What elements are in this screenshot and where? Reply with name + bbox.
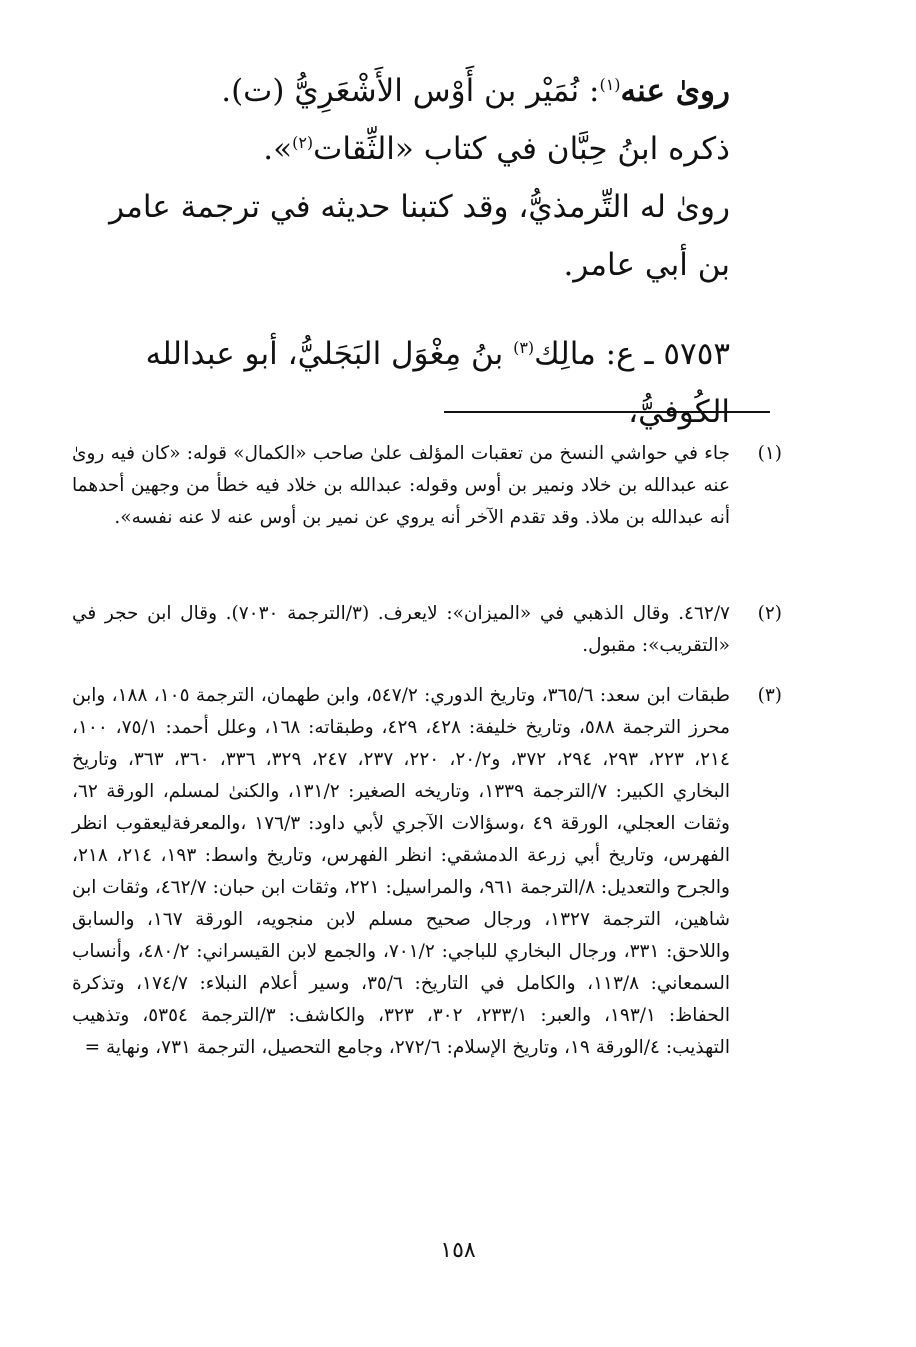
thiqat-line	[72, 120, 730, 178]
thiqat-text: ذكره ابنُ حِبَّان في كتاب «الثِّقات	[313, 131, 730, 167]
footnote-ref[interactable]: (١)	[599, 75, 621, 94]
footnote-text: ٤٦٢/٧. وقال الذهبي في «الميزان»: لايعرف. (٣/الترجمة ٧٠٣٠). وقال ابن حجر في «التقريب»: مقبول.	[72, 603, 730, 656]
footnote-number: (٢)	[757, 603, 782, 624]
footnote-number: (٣)	[757, 685, 782, 706]
biography-entry-heading	[72, 325, 730, 441]
footnote-3	[72, 680, 782, 1064]
footnote-text: جاء في حواشي النسخ من تعقبات المؤلف علىٰ صاحب «الكمال» قوله: «كان فيه روىٰ عنه عبدالله بن خلاد ونمير بن أوس وقوله: عبدالله بن خلاد فيه خطأ من وجهين أحدهما أنه عبدالله بن ملاذ. وقد تقدم الآخر أنه يروي عن نمير بن أوس عنه لا عنه نفسه».	[72, 443, 730, 528]
entry-head: ٥٧٥٣ ـ ع: مالِك	[534, 336, 730, 372]
page-number: ١٥٨	[440, 1238, 476, 1263]
footnote-2	[72, 598, 782, 662]
footnote-1	[72, 438, 782, 534]
thiqat-end: ».	[263, 131, 293, 167]
narrator-text: : نُمَيْر بن أَوْس الأَشْعَرِيُّ (ت).	[221, 73, 600, 109]
entry-tail: بنُ مِغْوَل البَجَليُّ، أبو عبدالله الكُوفيُّ،	[145, 336, 730, 430]
tirmidhi-paragraph	[72, 178, 730, 294]
footnote-number: (١)	[757, 443, 782, 464]
narrator-line	[72, 62, 730, 120]
footnote-divider	[444, 411, 770, 413]
footnote-text: طبقات ابن سعد: ٣٦٥/٦، وتاريخ الدوري: ٥٤٧/٢، وابن طهمان، الترجمة ١٠٥، ١٨٨، وابن محرز الترجمة ٥٨٨، وتاريخ خليفة: ٤٢٨، ٤٢٩، وطبقاته: ١٦٨، وعلل أحمد: ٧٥/١، ١٠٠، ٢١٤، ٢٢٣، ٢٩٣، ٢٩٤، ٣٧٢، و٢٠/٢، ٢٢٠، ٢٣٧، ٢٤٧، ٣٢٩، ٣٣٦، ٣٦٠، ٣٦٣، وتاريخ البخاري الكبير: ٧/الترجمة ١٣٣٩، وتاريخه الصغير: ١٣١/٢، والكنىٰ لمسلم، الورقة ٦٢، وثقات العجلي، الورقة ٤٩ ،وسؤالات الآجري لأبي داود: ١٧٦/٣ ،والمعرفةليعقوب انظر الفهرس، وتاريخ أبي زرعة الدمشقي: انظر الفهرس، وتاريخ واسط: ١٩٣، ٢١٤، ٢١٨، والجرح والتعديل: ٨/الترجمة ٩٦١، والمراسيل: ٢٢١، وثقات ابن حبان: ٤٦٢/٧، وثقات ابن شاهين، الترجمة ١٣٢٧، ورجال صحيح مسلم لابن منجويه، الورقة ١٦٧، والسابق واللاحق: ٣٣١، ورجال البخاري للباجي: ٧٠١/٢، والجمع لابن القيسراني: ٤٨٠/٢، وأنساب السمعاني: ١١٣/٨، والكامل في التاريخ: ٣٥/٦، وسير أعلام النبلاء: ١٧٤/٧، وتذكرة الحفاظ: ١٩٣/١، والعبر: ٢٣٣/١، ٣٠٢، ٣٢٣، والكاشف: ٣/الترجمة ٥٣٥٤، وتذهيب التهذيب: ٤/الورقة ١٩، وتاريخ الإسلام: ٢٧٢/٦، وجامع التحصيل، الترجمة ٧٣١، ونهاية =	[72, 685, 731, 1058]
narrated-from-label: روىٰ عنه	[620, 73, 730, 109]
footnote-ref[interactable]: (٣)	[513, 338, 535, 357]
tirmidhi-text: روىٰ له التِّرمذيُّ، وقد كتبنا حديثه في ترجمة عامر بن أبي عامر.	[109, 189, 730, 283]
footnote-ref[interactable]: (٢)	[292, 133, 314, 152]
